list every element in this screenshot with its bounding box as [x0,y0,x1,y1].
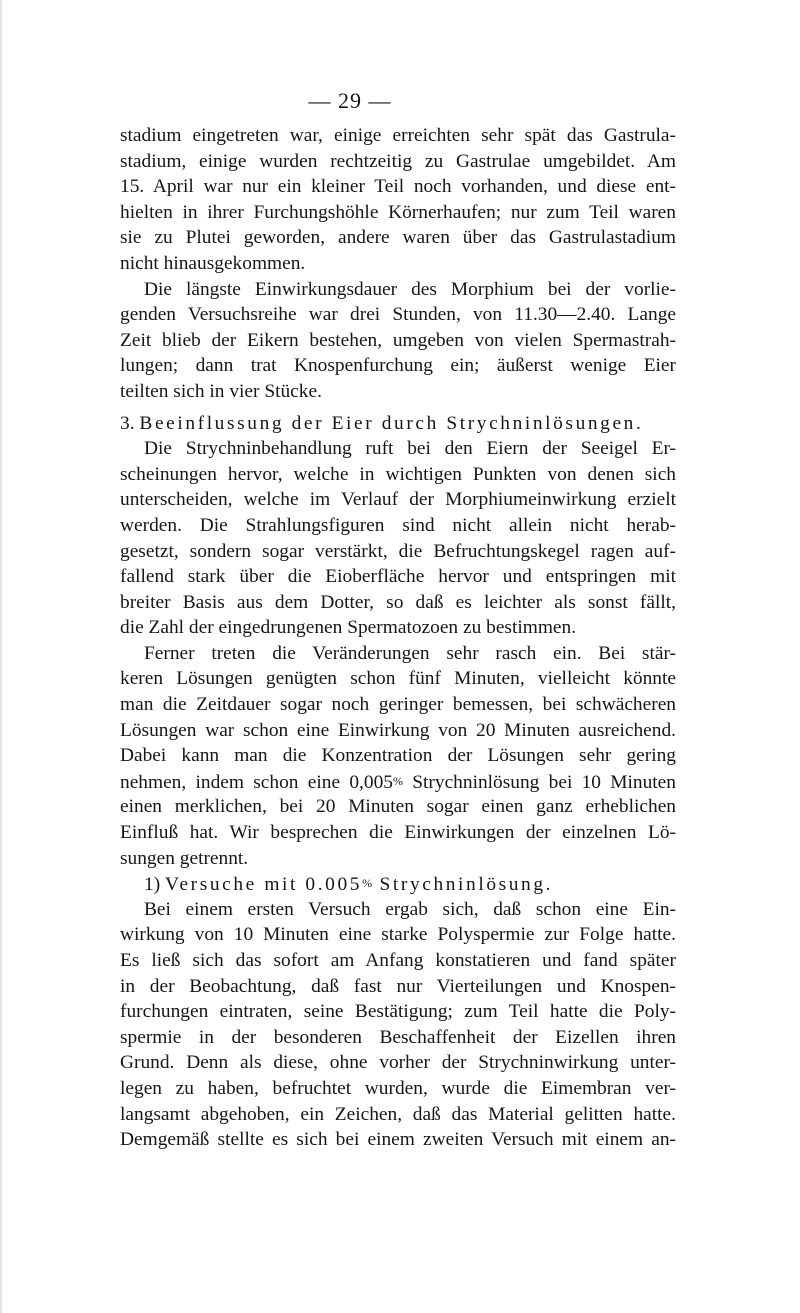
body-text [120,123,676,1153]
text-line: scheinungen hervor, welche in wichtigen Punkten von denen sich [120,463,676,485]
text-line [120,769,676,795]
text-line: die Zahl der eingedrungenen Spermatozoen zu bestimmen. [120,617,577,639]
text-line: legen zu haben, befruchtet wurden, wurde die Eimembran ver- [120,1077,676,1099]
text-line: werden. Die Strahlungsfiguren sind nicht allein nicht herab- [120,514,676,536]
text-line: gesetzt, sondern sogar verstärkt, die Befruchtungskegel ragen auf- [120,540,676,562]
text-line: unterscheiden, welche im Verlauf der Morphiumeinwirkung erzielt [120,489,676,511]
section-heading [120,411,676,437]
text-line: in der Beobachtung, daß fast nur Vierteilungen und Knospen- [120,975,676,997]
text-fragment: nehmen, indem schon eine 0,005 [120,771,393,793]
section-title: Beeinflussung der Eier durch Strychninlösungen. [139,412,644,434]
text-line: Bei einem ersten Versuch ergab sich, daß schon eine Ein- [144,898,676,920]
text-line: Lösungen war schon eine Einwirkung von 20 Minuten ausreichend. [120,719,676,741]
text-line: Einfluß hat. Wir besprechen die Einwirkungen der einzelnen Lö- [120,822,676,844]
text-line: Demgemäß stellte es sich bei einem zweiten Versuch mit einem an- [120,1129,676,1151]
percent-symbol: % [362,876,373,891]
percent-symbol: % [392,773,403,788]
text-line: genden Versuchsreihe war drei Stunden, von 11.30—2.40. Lange [120,304,676,326]
text-line: breiter Basis aus dem Dotter, so daß es leichter als sonst fällt, [120,591,676,613]
text-line: nicht hinausgekommen. [120,252,306,274]
text-line: sie zu Plutei geworden, andere waren über das Gastrulastadium [120,227,676,249]
text-line: sungen getrennt. [120,847,249,869]
text-line: Zeit blieb der Eikern bestehen, umgeben von vielen Spermastrah- [120,329,676,351]
subsection-number: 1) [144,874,161,896]
text-line: teilten sich in vier Stücke. [120,380,322,402]
page-number: — 29 — [308,88,392,113]
text-line: 15. April war nur ein kleiner Teil noch vorhanden, und diese ent- [120,176,676,198]
text-line: stadium, einige wurden rechtzeitig zu Gastrulae umgebildet. Am [120,150,676,172]
text-line: stadium eingetreten war, einige erreichten sehr spät das Gastrula- [120,125,676,146]
text-line: hielten in ihrer Furchungshöhle Körnerhaufen; nur zum Teil waren [120,201,676,223]
text-line: Die längste Einwirkungsdauer des Morphium bei der vorlie- [144,278,676,300]
scan-edge [0,0,2,1313]
text-line: man die Zeitdauer sogar noch geringer bemessen, bei schwächeren [120,694,676,716]
text-line: keren Lösungen genügten schon fünf Minuten, vielleicht könnte [120,668,676,690]
section-number: 3. [120,412,135,434]
text-line: wirkung von 10 Minuten eine starke Polyspermie zur Folge hatte. [120,924,676,946]
text-line: fallend stark über die Eioberfläche hervor und entspringen mit [120,566,676,588]
subsection-title-end: Strychninlösung. [372,874,554,896]
text-line: Grund. Denn als diese, ohne vorher der Strychninwirkung unter- [120,1052,676,1074]
text-line: Ferner treten die Veränderungen sehr rasch ein. Bei stär- [144,642,676,664]
text-line: langsamt abgehoben, ein Zeichen, daß das Material gelitten hatte. [120,1103,676,1125]
text-line: Es ließ sich das sofort am Anfang konstatieren und fand später [120,950,676,971]
text-line: Dabei kann man die Konzentration der Lösungen sehr gering [120,745,676,767]
text-line: lungen; dann trat Knospenfurchung ein; äußerst wenige Eier [120,355,676,377]
subsection-title-start: Versuche mit 0.005 [165,874,363,896]
subsection-heading [120,871,676,897]
text-line: spermie in der besonderen Beschaffenheit der Eizellen ihren [120,1026,676,1048]
text-line: einen merklichen, bei 20 Minuten sogar einen ganz erheblichen [120,796,676,818]
text-line: furchungen eintraten, seine Bestätigung; zum Teil hatte die Poly- [120,1001,676,1023]
text-line: Die Strychninbehandlung ruft bei den Eiern der Seeigel Er- [144,438,676,460]
text-fragment: Strychninlösung bei 10 Minuten [402,771,676,793]
